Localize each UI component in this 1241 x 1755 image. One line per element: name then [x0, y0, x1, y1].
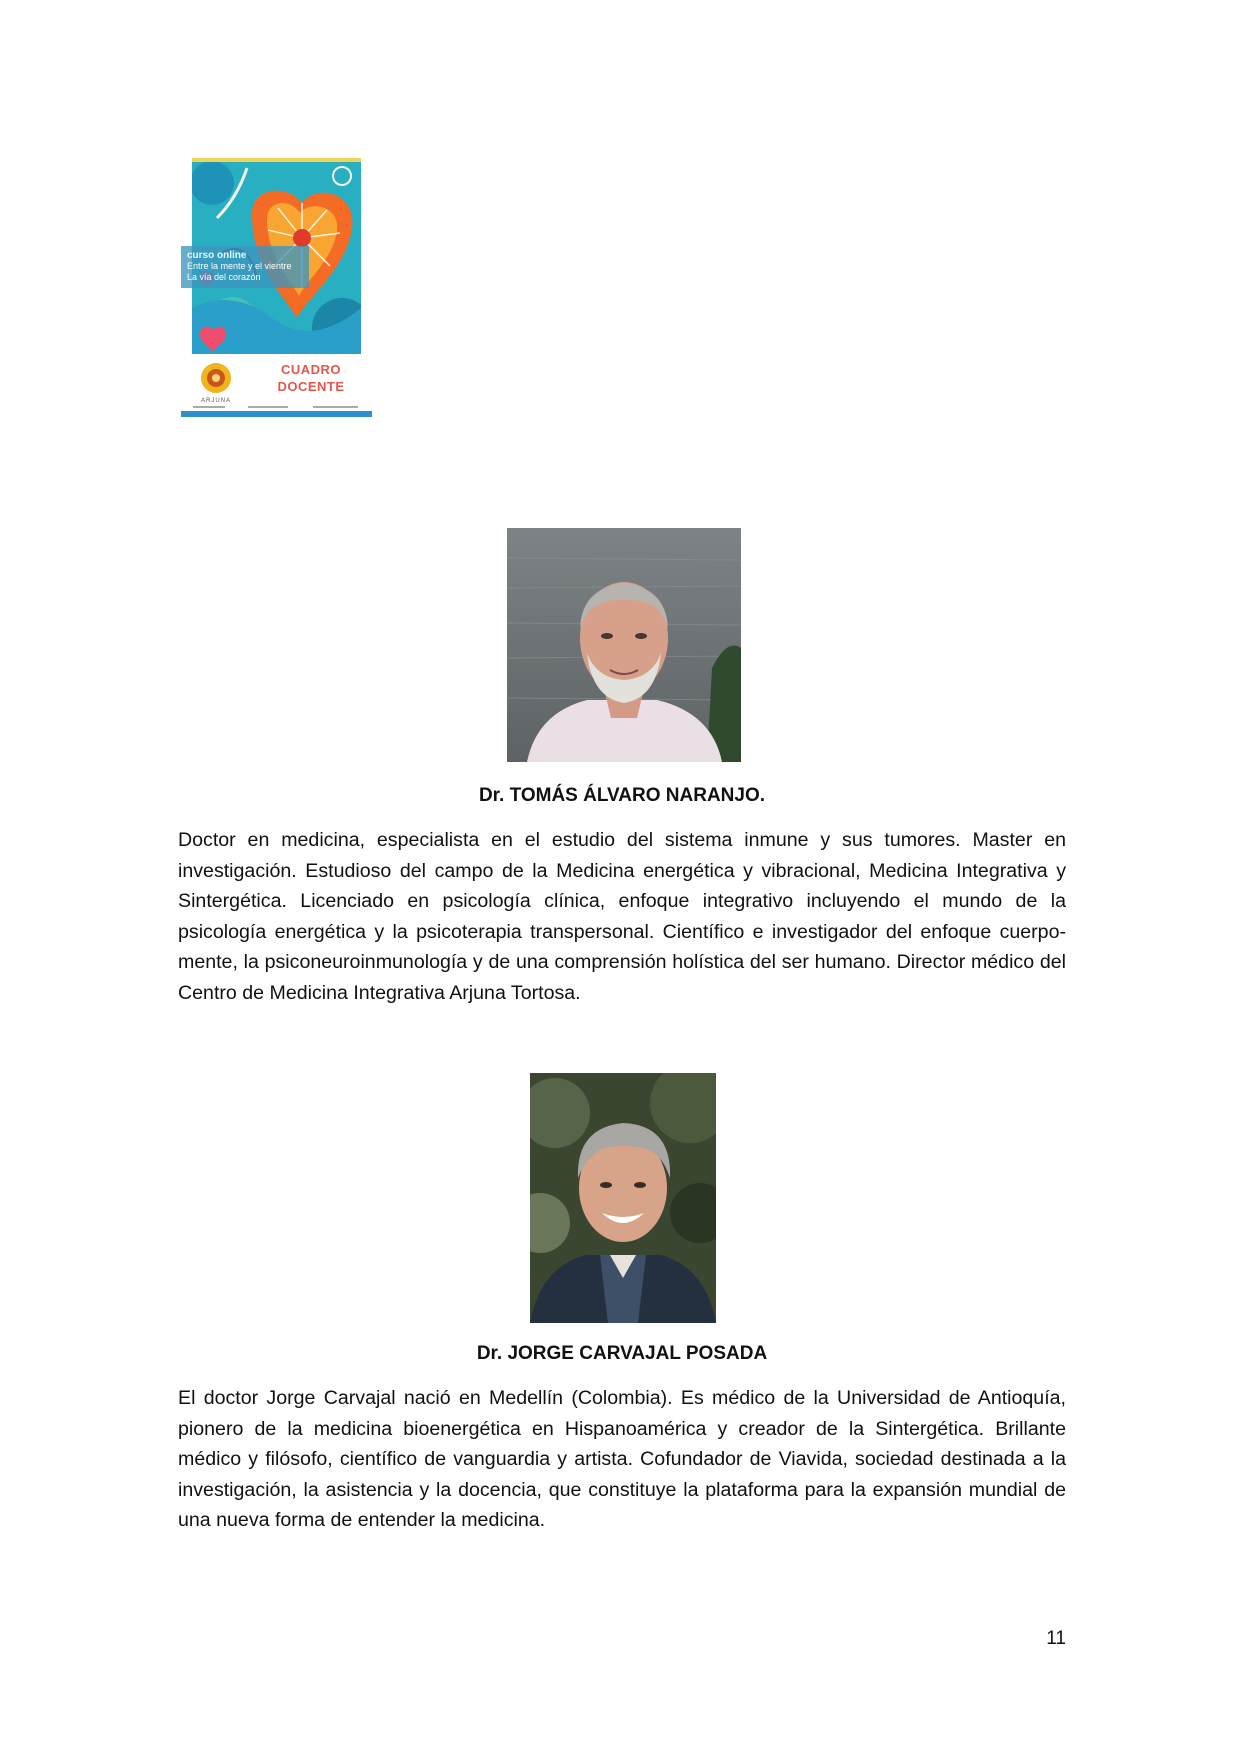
flyer-course-subtitle: La vía del corazón [187, 272, 261, 282]
flyer-course-title: Entre la mente y el vientre [187, 261, 292, 271]
flyer-heading-line-2: DOCENTE [277, 379, 345, 394]
flyer-heading [261, 361, 361, 395]
arjuna-logo [199, 361, 233, 401]
illegible-contact-text [193, 405, 363, 409]
flyer-accent-bar [181, 411, 372, 417]
flyer-kicker: curso online [187, 250, 247, 261]
teacher-photo-jorge-carvajal [530, 1073, 716, 1323]
arjuna-logo-text: ARJUNA [200, 398, 231, 404]
teacher-photo-tomas-alvaro [507, 528, 741, 762]
page-number: 11 [1046, 1628, 1066, 1649]
teacher-name-jorge-carvajal: Dr. JORGE CARVAJAL POSADA [476, 1343, 768, 1364]
arjuna-logo-icon [199, 361, 233, 395]
flyer-caption [181, 246, 309, 288]
teacher-name-tomas-alvaro: Dr. TOMÁS ÁLVARO NARANJO. [478, 785, 766, 806]
course-flyer [181, 158, 372, 417]
portrait-man-smiling [530, 1073, 716, 1323]
teacher-bio-tomas-alvaro: Doctor en medicina, especialista en el estudio del sistema inmune y sus tumores. Master en investigación. Estudioso del campo de la Medicina energética y vibracional, Medicina Integrativa y Sintergética. Licenciado en psicología clínica, enfoque integrativo incluyendo el mundo de la psicología energética y la psicoterapia transpersonal. Científico e investigador del enfoque cuerpo-mente, la psiconeuroinmunología y de una comprensión holística del ser humano. Director médico del Centro de Medicina Integrativa Arjuna Tortosa. [178, 829, 1066, 1004]
flyer-heading-line-1: CUADRO [280, 362, 342, 377]
teacher-bio-jorge-carvajal: El doctor Jorge Carvajal nació en Medellín (Colombia). Es médico de la Universidad de Antioquía, pionero de la medicina bioenergética en Hispanoamérica y creador de la Sintergética. Brillante médico y filósofo, científico de vanguardia y artista. Cofundador de Viavida, sociedad destinada a la investigación, la asistencia y la docencia, que constituye la plataforma para la expansión mundial de una nueva forma de entender la medicina. [178, 1387, 1066, 1532]
portrait-man-white-beard [507, 528, 741, 762]
flyer-contact-line [193, 405, 363, 410]
